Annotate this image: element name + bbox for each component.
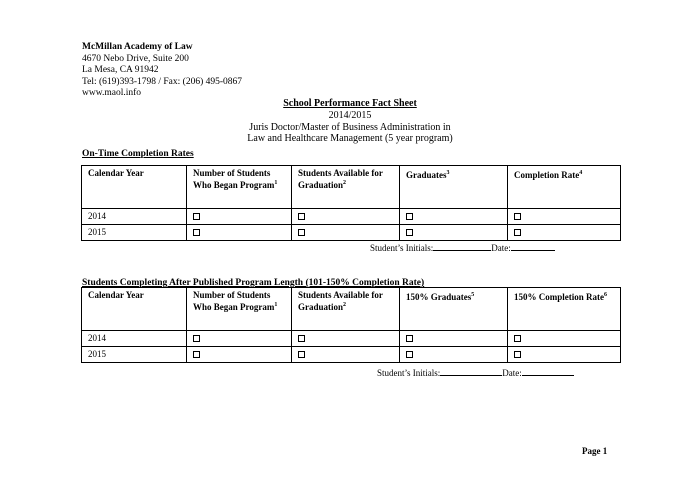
checkbox-icon[interactable] bbox=[193, 335, 200, 342]
date-field[interactable] bbox=[511, 250, 555, 251]
section2-heading: Students Completing After Published Program Length (101-150% Completion Rate) bbox=[82, 278, 425, 288]
table-row bbox=[82, 209, 621, 225]
title-block bbox=[0, 98, 700, 145]
checkbox-icon[interactable] bbox=[514, 335, 521, 342]
col-header-completion-rate: Completion Rate$^4$ bbox=[508, 166, 621, 209]
initials-label: Student’s Initials: bbox=[377, 368, 441, 378]
initials-line-1 bbox=[370, 243, 555, 253]
col-header-calendar-year: Calendar Year bbox=[82, 288, 187, 331]
checkbox-icon[interactable] bbox=[193, 351, 200, 358]
cell-checkbox[interactable] bbox=[400, 331, 508, 347]
cell-checkbox[interactable] bbox=[508, 331, 621, 347]
initials-field[interactable] bbox=[433, 250, 491, 251]
on-time-completion-table bbox=[81, 165, 621, 241]
cell-checkbox[interactable] bbox=[187, 347, 292, 363]
checkbox-icon[interactable] bbox=[406, 335, 413, 342]
checkbox-icon[interactable] bbox=[514, 229, 521, 236]
institution-name: McMillan Academy of Law bbox=[82, 42, 193, 52]
initials-label: Student’s Initials: bbox=[370, 243, 434, 253]
table-header-row bbox=[82, 166, 621, 209]
col-header-150-graduates: 150% Graduates$^5$ bbox=[400, 288, 508, 331]
table-row bbox=[82, 331, 621, 347]
cell-checkbox[interactable] bbox=[508, 347, 621, 363]
program-name-line1: Juris Doctor/Master of Business Administration in bbox=[249, 121, 451, 133]
row-year: 2014 bbox=[82, 209, 187, 225]
col-header-students-began: Number of Students Who Began Program$^1$ bbox=[187, 288, 292, 331]
col-header-150-completion-rate: 150% Completion Rate$^6$ bbox=[508, 288, 621, 331]
table-row bbox=[82, 225, 621, 241]
col-header-graduates: Graduates$^3$ bbox=[400, 166, 508, 209]
cell-checkbox[interactable] bbox=[292, 209, 400, 225]
col-header-calendar-year: Calendar Year bbox=[82, 166, 187, 209]
row-year: 2014 bbox=[82, 331, 187, 347]
table-row bbox=[82, 347, 621, 363]
checkbox-icon[interactable] bbox=[298, 213, 305, 220]
page-number: Page 1 bbox=[582, 446, 608, 456]
checkbox-icon[interactable] bbox=[514, 213, 521, 220]
cell-checkbox[interactable] bbox=[400, 347, 508, 363]
col-header-students-available: Students Available for Graduation$^2$ bbox=[292, 166, 400, 209]
institution-block bbox=[82, 42, 242, 100]
checkbox-icon[interactable] bbox=[406, 229, 413, 236]
cell-checkbox[interactable] bbox=[400, 225, 508, 241]
extended-completion-table bbox=[81, 287, 621, 363]
cell-checkbox[interactable] bbox=[187, 331, 292, 347]
institution-phone-fax: Tel: (619)393-1798 / Fax: (206) 495-0867 bbox=[82, 76, 243, 87]
checkbox-icon[interactable] bbox=[193, 213, 200, 220]
cell-checkbox[interactable] bbox=[400, 209, 508, 225]
institution-website: www.maol.info bbox=[82, 88, 142, 99]
checkbox-icon[interactable] bbox=[298, 335, 305, 342]
cell-checkbox[interactable] bbox=[187, 209, 292, 225]
checkbox-icon[interactable] bbox=[406, 351, 413, 358]
col-header-students-available: Students Available for Graduation$^2$ bbox=[292, 288, 400, 331]
checkbox-icon[interactable] bbox=[406, 213, 413, 220]
section1-heading: On-Time Completion Rates bbox=[82, 149, 194, 159]
checkbox-icon[interactable] bbox=[193, 229, 200, 236]
date-field[interactable] bbox=[522, 375, 574, 376]
document-title: School Performance Fact Sheet bbox=[283, 98, 417, 109]
initials-line-2 bbox=[377, 368, 574, 378]
row-year: 2015 bbox=[82, 225, 187, 241]
initials-field[interactable] bbox=[440, 375, 502, 376]
table-header-row bbox=[82, 288, 621, 331]
checkbox-icon[interactable] bbox=[514, 351, 521, 358]
checkbox-icon[interactable] bbox=[298, 351, 305, 358]
cell-checkbox[interactable] bbox=[508, 209, 621, 225]
institution-address-line2: La Mesa, CA 91942 bbox=[82, 65, 159, 76]
cell-checkbox[interactable] bbox=[292, 225, 400, 241]
cell-checkbox[interactable] bbox=[292, 331, 400, 347]
row-year: 2015 bbox=[82, 347, 187, 363]
document-year: 2014/2015 bbox=[328, 109, 372, 121]
program-name-line2: Law and Healthcare Management (5 year program) bbox=[247, 133, 453, 145]
col-header-students-began: Number of Students Who Began Program$^1$ bbox=[187, 166, 292, 209]
cell-checkbox[interactable] bbox=[508, 225, 621, 241]
cell-checkbox[interactable] bbox=[292, 347, 400, 363]
cell-checkbox[interactable] bbox=[187, 225, 292, 241]
institution-address-line1: 4670 Nebo Drive, Suite 200 bbox=[82, 53, 189, 64]
checkbox-icon[interactable] bbox=[298, 229, 305, 236]
date-label: Date: bbox=[491, 243, 511, 253]
date-label: Date: bbox=[502, 368, 522, 378]
